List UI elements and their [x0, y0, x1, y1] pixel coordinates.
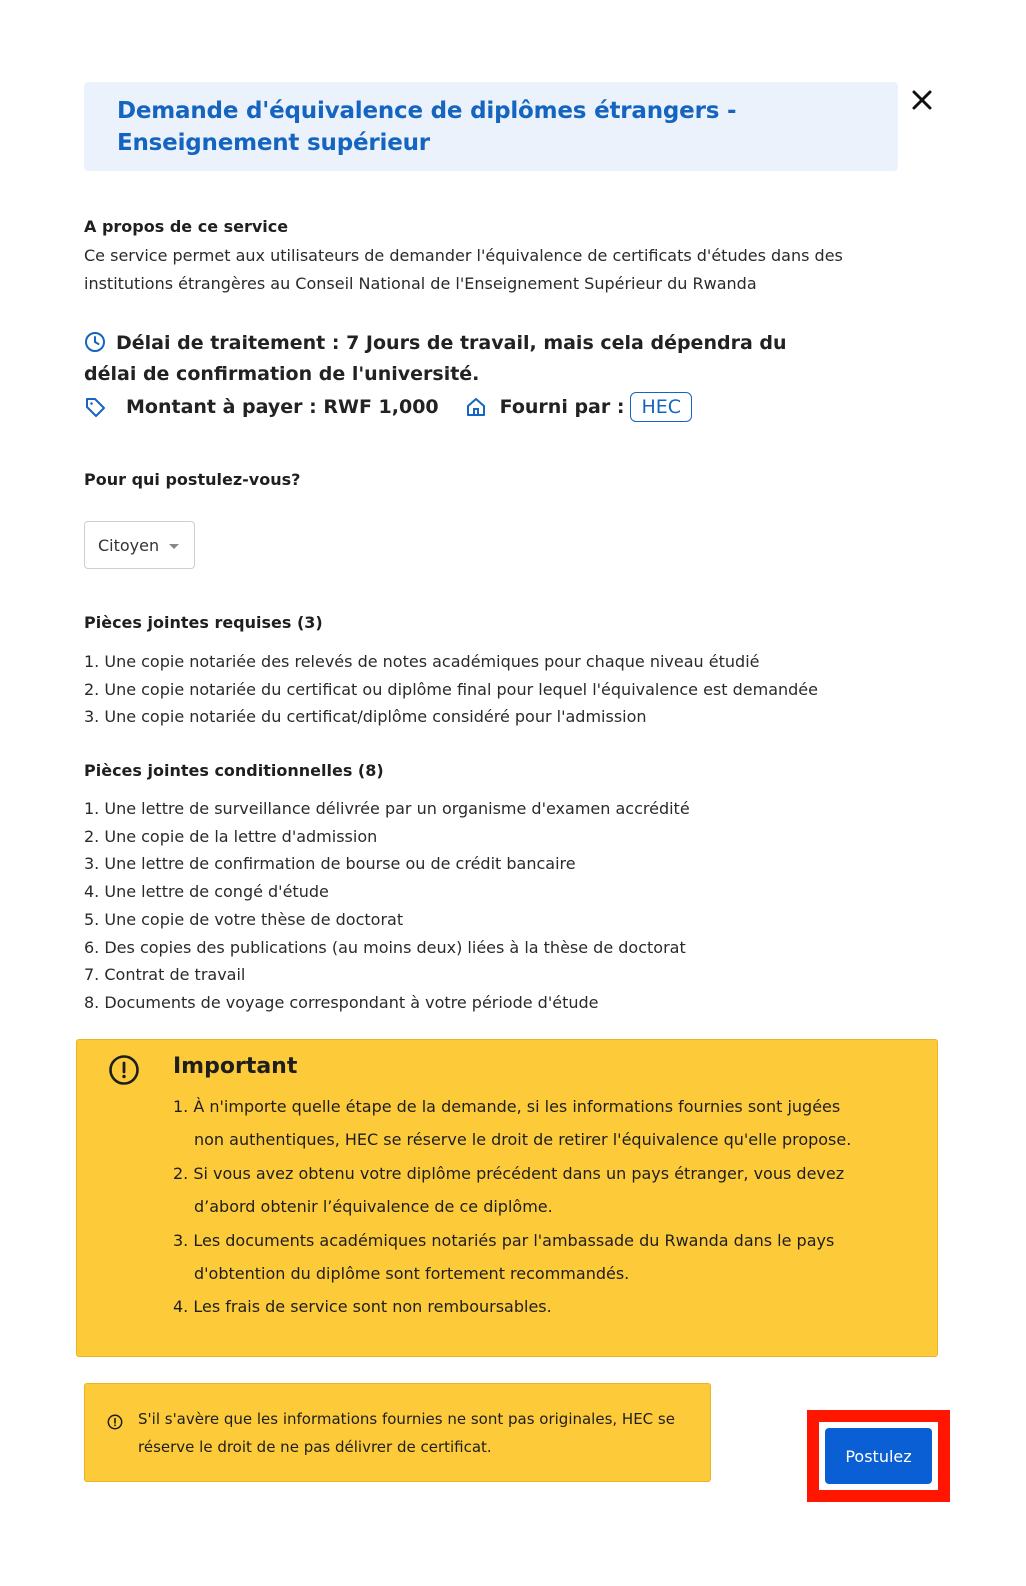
- about-description: Ce service permet aux utilisateurs de demander l'équivalence de certificats d'études dans des institutions étrangères au Conseil National de l'Enseignement Supérieur du Rwanda: [84, 246, 843, 293]
- list-item: 2. Une copie de la lettre d'admission: [84, 826, 378, 846]
- conditional-attachments-list: [84, 795, 690, 1017]
- important-title: Important: [173, 1054, 298, 1079]
- amount-text: Montant à payer : RWF 1,000: [126, 396, 439, 418]
- service-meta: [84, 391, 692, 423]
- applicant-type-value: Citoyen: [98, 535, 160, 555]
- home-icon: [465, 396, 487, 418]
- list-item: 3. Une copie notariée du certificat/diplôme considéré pour l'admission: [84, 707, 647, 727]
- list-item: 6. Des copies des publications (au moins deux) liées à la thèse de doctorat: [84, 937, 686, 957]
- important-alert: [76, 1039, 938, 1357]
- list-item: 7. Contrat de travail: [84, 965, 246, 985]
- provider-badge: HEC: [630, 392, 692, 422]
- about-title: A propos de ce service: [84, 217, 289, 236]
- tag-icon: [84, 396, 106, 418]
- conditional-attachments-title: Pièces jointes conditionnelles (8): [84, 761, 384, 780]
- service-title-line1: Demande d'équivalence de diplômes étrangers -: [117, 98, 737, 124]
- processing-delay: [84, 328, 844, 390]
- apply-button-highlight: [807, 1410, 950, 1502]
- caret-down-icon: [169, 544, 179, 549]
- notice-text: S'il s'avère que les informations fournies ne sont pas originales, HEC se réserve le droit de ne pas délivrer de certificat.: [138, 1410, 675, 1456]
- important-list: [173, 1090, 873, 1324]
- list-item: 1. Une lettre de surveillance délivrée par un organisme d'examen accrédité: [84, 799, 690, 818]
- list-item: 3. Une lettre de confirmation de bourse ou de crédit bancaire: [84, 854, 576, 874]
- list-item: 3. Les documents académiques notariés par l'ambassade du Rwanda dans le pays d'obtention du diplôme sont fortement recommandés.: [173, 1230, 835, 1284]
- service-title: [117, 95, 865, 159]
- applicant-type-select[interactable]: [84, 521, 195, 569]
- close-icon: [910, 88, 934, 112]
- close-button[interactable]: [906, 84, 938, 116]
- authenticity-notice: [84, 1383, 711, 1482]
- service-title-box: [84, 82, 898, 171]
- list-item: 5. Une copie de votre thèse de doctorat: [84, 909, 404, 929]
- processing-delay-text: Délai de traitement : 7 Jours de travail, mais cela dépendra du délai de confirmation de l'université.: [84, 332, 787, 385]
- list-item: 4. Une lettre de congé d'étude: [84, 882, 329, 902]
- required-attachments-list: [84, 648, 818, 731]
- required-attachments-title: Pièces jointes requises (3): [84, 613, 323, 632]
- clock-icon: [84, 331, 106, 353]
- list-item: 2. Si vous avez obtenu votre diplôme précédent dans un pays étranger, vous devez d’abord obtenir l’équivalence de ce diplôme.: [173, 1163, 845, 1217]
- applicant-question: Pour qui postulez-vous?: [84, 470, 301, 489]
- exclamation-circle-icon: [107, 1414, 123, 1430]
- provider-label: Fourni par :: [499, 396, 625, 418]
- list-item: 2. Une copie notariée du certificat ou diplôme final pour lequel l'équivalence est demandée: [84, 679, 818, 699]
- list-item: 4. Les frais de service sont non remboursables.: [173, 1297, 552, 1317]
- list-item: 1. À n'importe quelle étape de la demande, si les informations fournies sont jugées non authentiques, HEC se réserve le droit de retirer l'équivalence qu'elle propose.: [173, 1097, 852, 1150]
- service-title-line2: Enseignement supérieur: [117, 130, 430, 156]
- list-item: 8. Documents de voyage correspondant à votre période d'étude: [84, 992, 599, 1012]
- list-item: 1. Une copie notariée des relevés de notes académiques pour chaque niveau étudié: [84, 652, 760, 671]
- apply-button-highlight-inner: [819, 1422, 938, 1490]
- exclamation-circle-icon: [108, 1054, 140, 1086]
- apply-button[interactable]: Postulez: [825, 1428, 932, 1484]
